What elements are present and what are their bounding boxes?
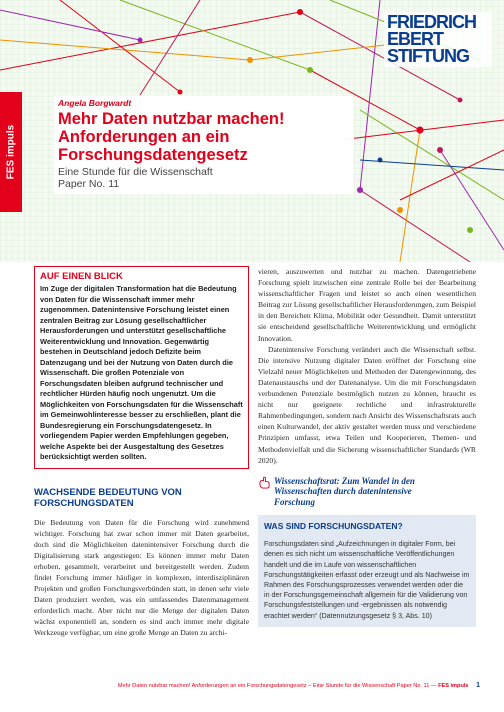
summary-box xyxy=(34,266,249,469)
logo-line-2: EBERT xyxy=(387,29,444,49)
side-label-text: FES impuls xyxy=(5,124,17,180)
reference-link[interactable] xyxy=(258,476,476,508)
subtitle-line-2: Paper No. 11 xyxy=(58,178,120,190)
side-label-fes-impuls xyxy=(0,92,22,212)
logo-line-1: FRIEDRICH xyxy=(387,12,476,32)
document-subtitle xyxy=(58,166,350,190)
right-paragraph-2: Datenintensive Forschung verändert auch die Wissenschaft selbst. Die intensive Nutzung digitaler Daten eröffnet der Forschung eine Vielzahl neuer Möglichkeiten und Methoden der Datengewinnung, des Datenaustauschs und der Datenanalyse. Um die mit Forschungsdaten verbundenen Potenziale bestmöglich nutzen zu können, braucht es nicht nur geeignete rechtliche und infrastrukturelle Rahmenbedingungen, sondern nach Ansicht des Wissenschaftsrats auch einen Kulturwandel, der aktiv gestaltet werden muss und verschiedene Prinzipien umfasst, etwa Teilen und Kooperieren, Themen- und Methodenvielfalt und die Sicherung wissenschaftlicher Standards (WR 2020). xyxy=(258,344,476,465)
summary-heading: AUF EINEN BLICK xyxy=(40,271,123,282)
quote-line-2: Wissenschaften durch datenintensive xyxy=(274,486,412,497)
author-name: Angela Borgwardt xyxy=(58,98,132,108)
right-body xyxy=(258,266,476,466)
info-text: Forschungsdaten sind „Aufzeichnungen in digitaler Form, bei denen es sich nicht um wissenschaftliche Veröffentlichungen handelt und die im Laufe von wissenschaftlichen Forschungstätigkeiten erfasst oder erzeugt und als Nachweise im Rahmen des Forschungsprozesses verwendet werden oder die in der Forschungsgemeinschaft allgemein für die Validierung von Forschungsfeststellungen und -ergebnissen als notwendig erachtet werden“ (Datennutzungsgesetz § 3, Abs. 10) xyxy=(264,540,470,620)
info-heading: WAS SIND FORSCHUNGSDATEN? xyxy=(264,521,403,532)
footer-brand: FES impuls xyxy=(438,683,469,689)
section-paragraph: Die Bedeutung von Daten für die Forschung wird zunehmend wichtiger. Forschung hat zwar schon immer mit Daten gearbeitet, doch sind die Möglichkeiten datenintensiver Forschung durch die Digitalisierung stark angestiegen: Es können immer mehr Daten erhoben, gesammelt, verarbeitet und bereitgestellt werden. Zudem findet Forschung immer häufiger in komplexen, interdisziplinären Projekten und großen Forschungsverbünden statt, in denen sehr viele Daten produziert werden, was ein umfassendes Datenmanagement erforderlich macht. Aber nicht nur die Menge der digitalen Daten wächst exponentiell an, sondern es sind auch immer mehr digitale Werkzeuge verfügbar, um eine große Menge an Daten zu archi- xyxy=(34,517,249,638)
logo-line-3: STIFTUNG xyxy=(387,46,469,66)
section-heading-wachsende-bedeutung: WACHSENDE BEDEUTUNG VON FORSCHUNGSDATEN xyxy=(34,486,182,509)
section-body xyxy=(34,517,249,639)
title-line-3: Forschungsdatengesetz xyxy=(58,146,248,164)
right-column xyxy=(258,266,476,627)
summary-text: Im Zuge der digitalen Transformation hat die Bedeutung von Daten für die Wissenschaft immer mehr zugenommen. Datenintensive Forschung leistet einen zentralen Beitrag zur Lösung gesellschaftlicher Herausforderungen und unterstützt gesellschaftliche Weiterentwicklung und Innovation. Gegenwärtig bestehen in Deutschland jedoch Defizite beim Datenzugang und bei der Nutzung von Daten durch die Wissenschaft. Die großen Potenziale von Forschungsdaten bleiben aufgrund technischer und rechtlicher Hürden häufig noch ungenutzt. Um die Möglichkeiten von Forschungsdaten für die Wissenschaft im Gemeinwohlinteresse besser zu erschließen, plant die Bundesregierung ein Forschungsdatengesetz. In vorliegendem Papier werden Empfehlungen gegeben, welche Aspekte bei der Ausgestaltung des Gesetzes berücksichtigt werden sollten. xyxy=(40,284,243,461)
pointing-hand-icon xyxy=(258,476,271,489)
page-footer xyxy=(34,682,480,689)
right-paragraph-1: vieren, auszuwerten und nutzbar zu machen. Datengetriebene Forschung spielt inzwischen eine zentrale Rolle bei der Bearbeitung wissenschaftlicher Fragen und leistet so auch einen wesentlichen Beitrag zur Lösung gesellschaftlicher Herausforderungen, zum Beispiel in den Bereichen Klima, Mobilität oder Gesundheit. Damit unterstützt sie entscheidend gesellschaftliche Weiterentwicklung und ermöglicht Innovation. xyxy=(258,267,476,343)
title-line-1: Mehr Daten nutzbar machen! xyxy=(58,110,285,128)
footer-text: Mehr Daten nutzbar machen! Anforderungen an ein Forschungsdatengesetz – Eine Stunde für die Wissenschaft Paper No. 11 — xyxy=(117,683,437,689)
quote-line-3: Forschung xyxy=(274,496,316,507)
info-box-forschungsdaten xyxy=(258,515,476,627)
title-line-2: Anforderungen an ein xyxy=(58,128,230,146)
page-number: 1 xyxy=(476,682,480,689)
fes-logo xyxy=(384,12,492,67)
title-block xyxy=(54,96,354,194)
left-column xyxy=(34,266,249,639)
quote-line-1: Wissenschaftsrat: Zum Wandel in den xyxy=(274,475,415,486)
subtitle-line-1: Eine Stunde für die Wissenschaft xyxy=(58,166,213,178)
document-title xyxy=(58,110,350,164)
